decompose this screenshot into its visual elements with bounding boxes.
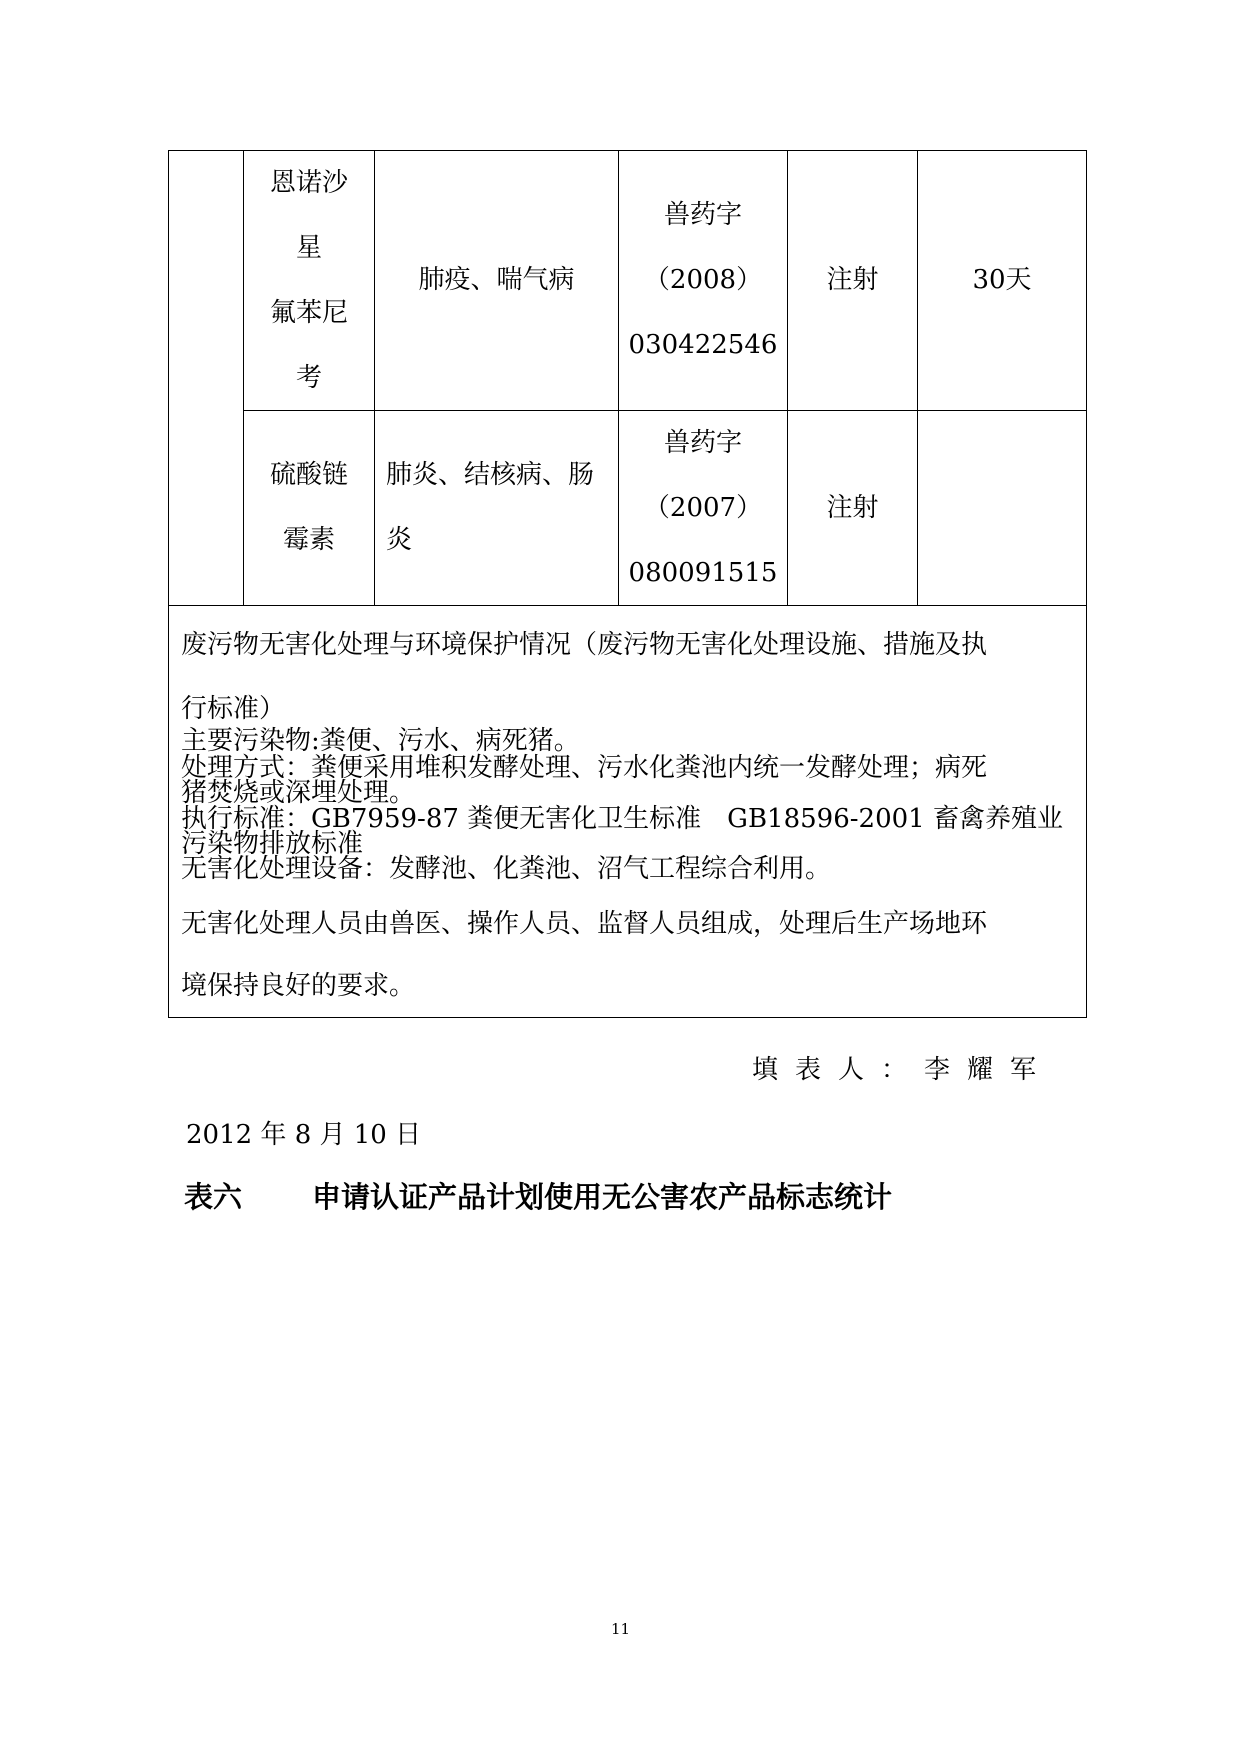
table-row-2-approval (619, 411, 787, 605)
treatment-method-line-2: 猪焚烧或深埋处理。 (181, 778, 416, 808)
drug-name-line: 氟苯尼 (269, 297, 348, 328)
disease-line: 肺疫、喘气病 (418, 265, 575, 295)
table-row-1-withdrawal (918, 151, 1086, 410)
table-row-2-drug (244, 411, 374, 605)
fill-date: 2012 年 8 月 10 日 (186, 1120, 422, 1150)
approval-line: 080091515 (628, 557, 778, 588)
method-text: 注射 (826, 492, 879, 523)
approval-line: 兽药字 (663, 200, 742, 230)
form-filler: 填表人：李耀军 (752, 1055, 1054, 1085)
table-right-border (1086, 150, 1087, 1018)
table-row-2-disease (375, 411, 618, 605)
standard-line-1: 执行标准：GB7959-87 粪便无害化卫生标准 GB18596-2001 畜禽养殖业 (181, 804, 1063, 834)
disease-line: 肺炎、结核病、肠 (386, 460, 595, 490)
drug-name-line: 星 (295, 232, 322, 263)
next-table-title: 申请认证产品计划使用无公害农产品标志统计 (312, 1180, 893, 1214)
drug-name-line: 考 (295, 362, 322, 393)
staff-line-1: 无害化处理人员由兽医、操作人员、监督人员组成，处理后生产场地环 (181, 909, 988, 939)
drug-name-line: 硫酸链 (269, 460, 348, 490)
method-text: 注射 (826, 265, 879, 295)
approval-line: （2007） (643, 492, 763, 523)
waste-heading-line-1: 废污物无害化处理与环境保护情况（废污物无害化处理设施、措施及执 (181, 630, 988, 660)
standard-line-2: 污染物排放标准 (181, 829, 364, 859)
table-left-border (168, 150, 169, 1018)
withdrawal-text: 30天 (972, 265, 1032, 295)
table-row-1-disease (375, 151, 618, 410)
table-body-divider (168, 605, 1087, 606)
disease-line: 炎 (386, 525, 413, 555)
staff-line-2: 境保持良好的要求。 (181, 971, 416, 1001)
waste-heading-line-2: 行标准） (181, 694, 286, 724)
table-row-2-withdrawal (918, 411, 1086, 605)
drug-name-line: 霉素 (282, 525, 335, 555)
main-pollutants: 主要污染物:粪便、污水、病死猪。 (181, 726, 580, 756)
drug-name-line: 恩诺沙 (269, 167, 348, 198)
next-table-label: 表六 (184, 1180, 243, 1214)
approval-line: 兽药字 (663, 427, 742, 458)
treatment-equipment: 无害化处理设备：发酵池、化粪池、沼气工程综合利用。 (181, 854, 832, 884)
approval-line: （2008） (643, 265, 763, 295)
table-bottom-border (168, 1017, 1087, 1018)
page-number: 11 (610, 1620, 631, 1638)
table-row-2-method (788, 411, 917, 605)
table-row-1-drug (244, 151, 374, 410)
treatment-method-line-1: 处理方式：粪便采用堆积发酵处理、污水化粪池内统一发酵处理；病死 (181, 753, 988, 783)
table-row-1-approval (619, 151, 787, 410)
approval-line: 030422546 (628, 330, 778, 360)
table-row-1-method (788, 151, 917, 410)
